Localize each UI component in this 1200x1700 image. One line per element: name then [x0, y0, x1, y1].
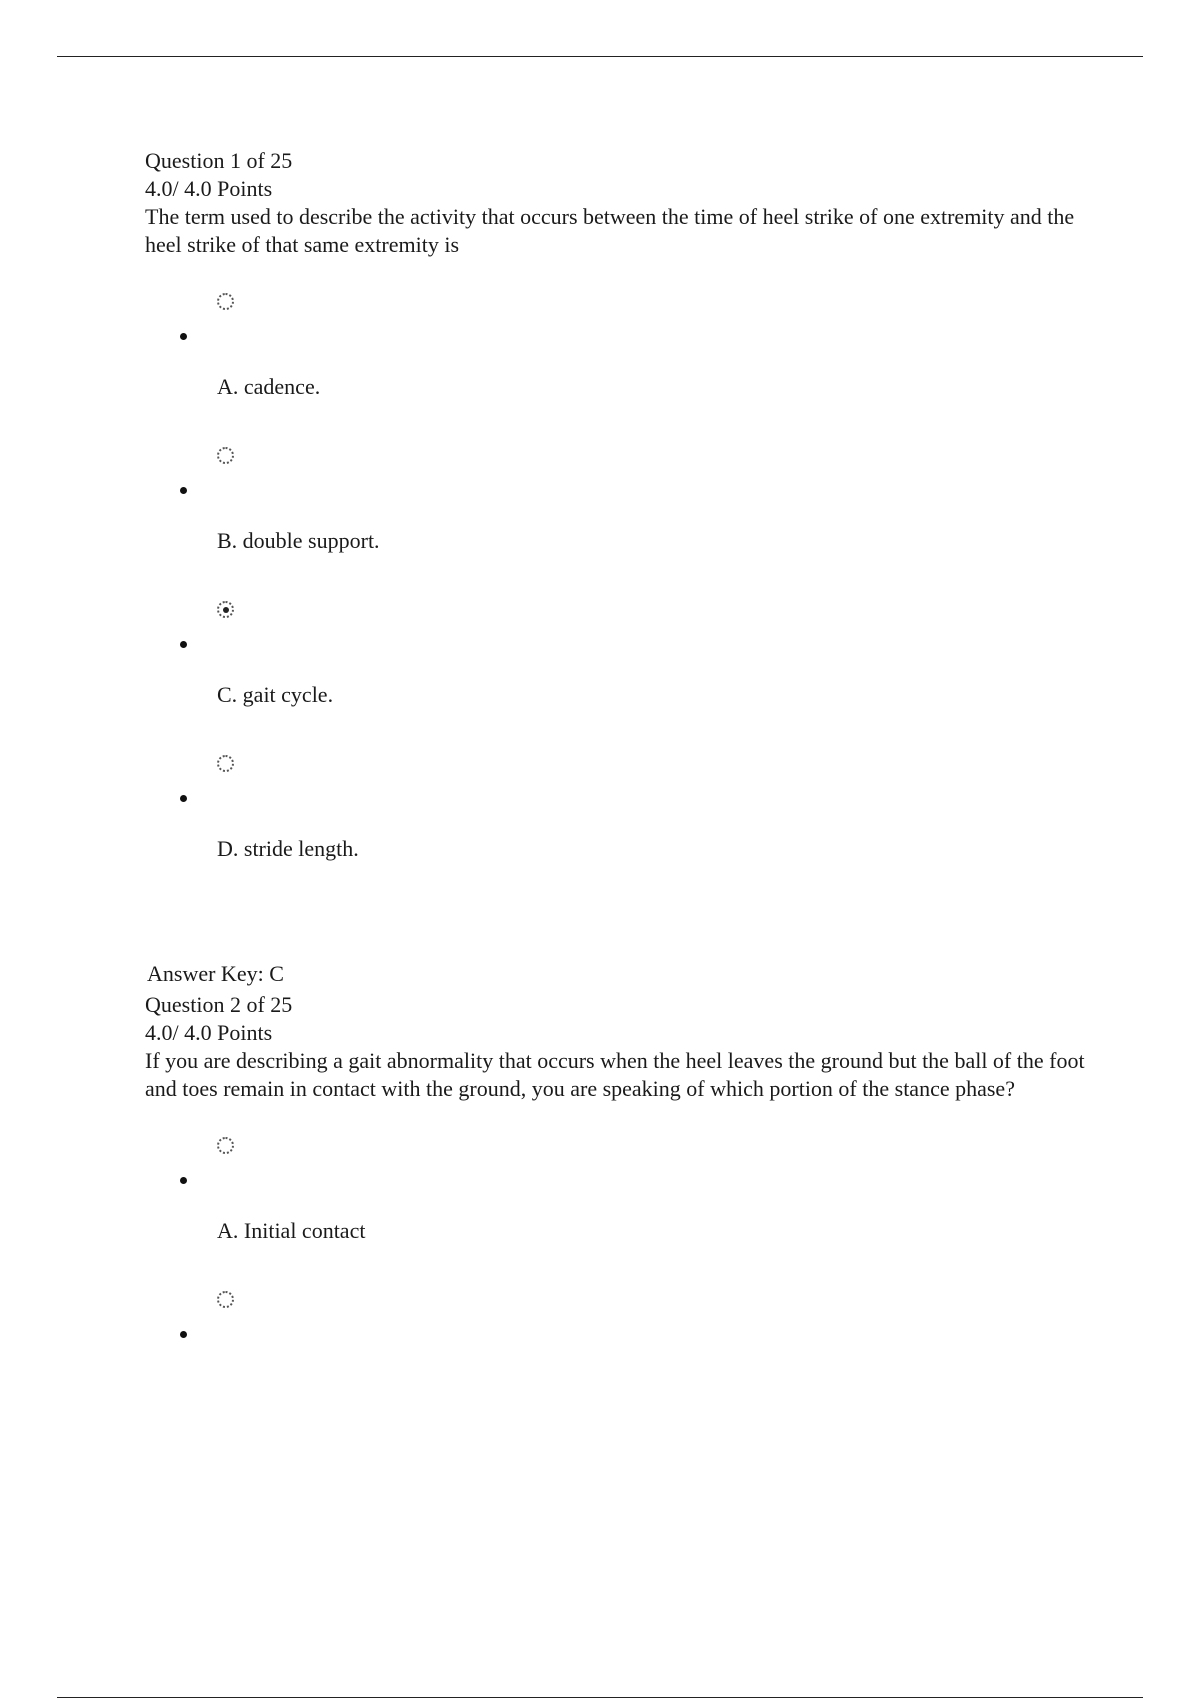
- question-1: [145, 147, 1095, 887]
- bullet-icon: [180, 1331, 187, 1338]
- bottom-rule: [57, 1697, 1143, 1698]
- bullet-icon: [180, 487, 187, 494]
- bullet-icon: [180, 795, 187, 802]
- question-header: Question 2 of 25: [145, 992, 293, 1017]
- bullet-icon: [180, 333, 187, 340]
- answer-option-a[interactable]: [145, 271, 1095, 425]
- answer-option-a[interactable]: [145, 1115, 1095, 1269]
- answer-option-d[interactable]: [145, 733, 1095, 887]
- answer-options: [145, 1115, 1095, 1423]
- answer-option-label: A. Initial contact: [217, 1218, 366, 1243]
- answer-option-c[interactable]: [145, 579, 1095, 733]
- radio-button-selected-icon[interactable]: [217, 601, 234, 618]
- question-stem: If you are describing a gait abnormality that occurs when the heel leaves the ground but the ball of the foot and toes remain in contact with the ground, you are speaking of which portion of the stance phase?: [145, 1048, 1085, 1101]
- answer-option-b[interactable]: [145, 1269, 1095, 1423]
- answer-option-label: C. gait cycle.: [217, 682, 334, 707]
- radio-button-icon[interactable]: [217, 1291, 234, 1308]
- answer-option-b[interactable]: [145, 425, 1095, 579]
- bullet-icon: [180, 641, 187, 648]
- answer-key: Answer Key: C: [147, 961, 284, 986]
- answer-option-label: A. cadence.: [217, 374, 321, 399]
- answer-option-label: D. stride length.: [217, 836, 359, 861]
- radio-button-icon[interactable]: [217, 1137, 234, 1154]
- answer-option-label: B. double support.: [217, 528, 380, 553]
- radio-button-icon[interactable]: [217, 293, 234, 310]
- bullet-icon: [180, 1177, 187, 1184]
- question-header: Question 1 of 25: [145, 148, 293, 173]
- top-rule: [57, 56, 1143, 57]
- radio-button-icon[interactable]: [217, 755, 234, 772]
- question-points: 4.0/ 4.0 Points: [145, 176, 273, 201]
- answer-options: [145, 271, 1095, 887]
- radio-button-icon[interactable]: [217, 447, 234, 464]
- question-points: 4.0/ 4.0 Points: [145, 1020, 273, 1045]
- question-2: [145, 991, 1095, 1423]
- question-stem: The term used to describe the activity that occurs between the time of heel strike of one extremity and the heel strike of that same extremity is: [145, 204, 1075, 257]
